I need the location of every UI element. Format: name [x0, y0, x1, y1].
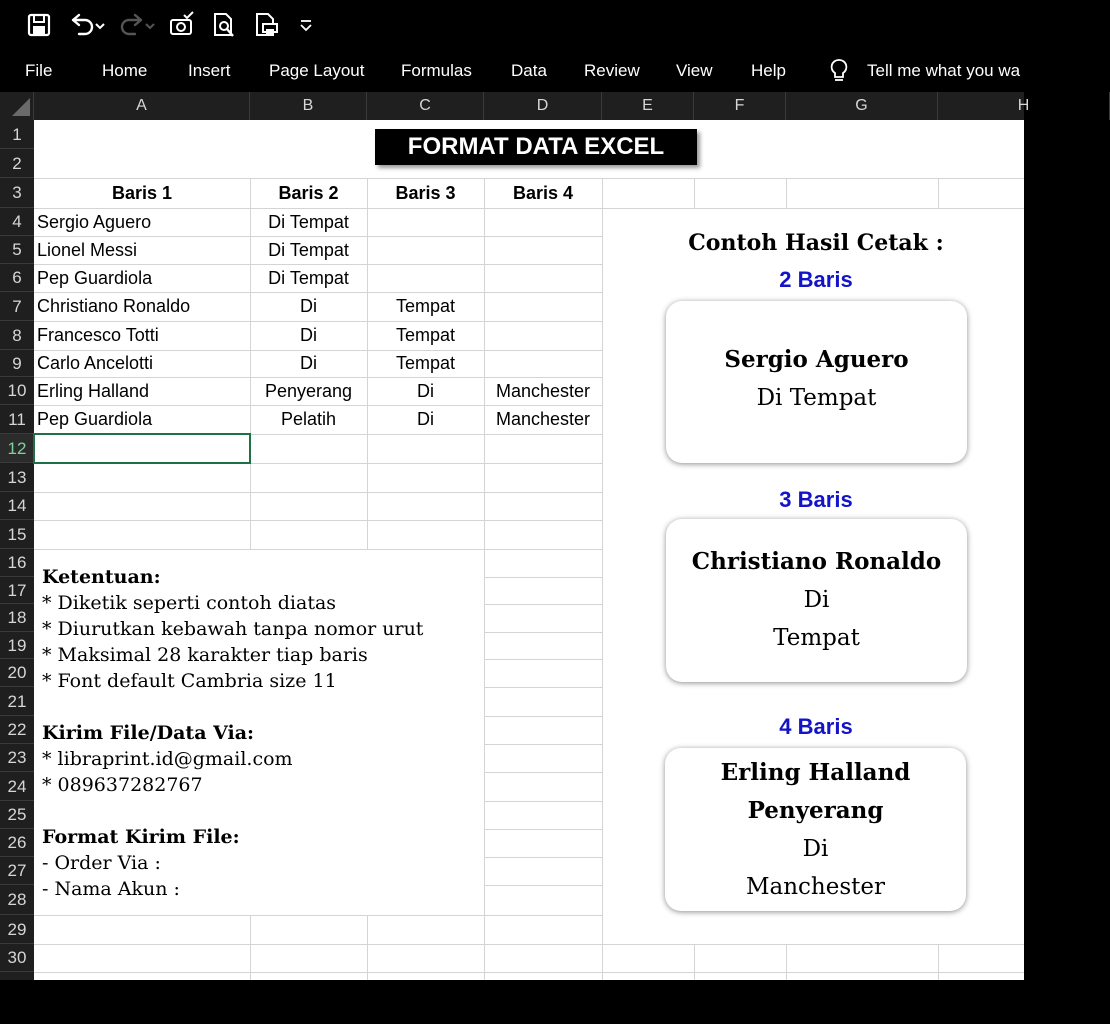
row-header-24[interactable]: 24	[0, 772, 34, 801]
row-header-18[interactable]: 18	[0, 604, 34, 632]
sample-label-2-baris: 2 Baris	[779, 267, 853, 292]
column-header-c[interactable]: C	[367, 92, 484, 120]
column-headers	[0, 92, 1030, 120]
table-cell[interactable]: Pep Guardiola	[37, 409, 153, 429]
row-header-17[interactable]: 17	[0, 577, 34, 604]
table-cell[interactable]	[367, 236, 484, 264]
row-header-8[interactable]: 8	[0, 321, 34, 350]
redo-icon[interactable]	[116, 8, 158, 42]
kirim-phone: * 089637282767	[42, 774, 203, 796]
column-header-a[interactable]: A	[34, 92, 250, 120]
row-header-9[interactable]: 9	[0, 350, 34, 377]
column-header-d[interactable]: D	[484, 92, 602, 120]
quick-access-toolbar	[0, 0, 1024, 50]
kirim-email: * libraprint.id@gmail.com	[42, 748, 293, 770]
table-cell[interactable]: Francesco Totti	[37, 325, 159, 345]
row-header-2[interactable]: 2	[0, 149, 34, 178]
row-header-22[interactable]: 22	[0, 716, 34, 744]
undo-icon[interactable]	[66, 8, 108, 42]
camera-icon[interactable]	[166, 8, 198, 42]
table-cell[interactable]	[484, 208, 602, 236]
format-order-via: - Order Via :	[42, 852, 161, 874]
tab-help[interactable]: Help	[751, 61, 786, 80]
column-header-g[interactable]: G	[786, 92, 938, 120]
table-cell[interactable]: Tempat	[395, 296, 456, 316]
table-cell[interactable]: Manchester	[495, 381, 591, 401]
row-header-21[interactable]: 21	[0, 687, 34, 716]
lightbulb-icon[interactable]	[828, 50, 854, 92]
row-header-7[interactable]: 7	[0, 292, 34, 321]
row-header-27[interactable]: 27	[0, 857, 34, 885]
table-cell[interactable]: Carlo Ancelotti	[37, 353, 154, 373]
card-line: Christiano Ronaldo	[691, 548, 942, 575]
row-header-28[interactable]: 28	[0, 885, 34, 915]
spreadsheet	[0, 92, 1030, 980]
header-baris-4[interactable]: Baris 4	[512, 183, 574, 203]
tab-data[interactable]: Data	[511, 61, 547, 80]
header-baris-2[interactable]: Baris 2	[278, 183, 339, 203]
ketentuan-line: * Diurutkan kebawah tanpa nomor urut	[42, 618, 424, 640]
select-all-corner[interactable]	[0, 92, 34, 120]
table-cell[interactable]: Di	[417, 381, 434, 401]
card-line: Tempat	[773, 625, 860, 651]
row-header-5[interactable]: 5	[0, 236, 34, 264]
table-cell[interactable]	[484, 350, 602, 377]
row-headers	[0, 120, 34, 980]
card-line: Penyerang	[747, 797, 884, 824]
save-icon[interactable]	[22, 8, 56, 42]
sample-card-4-baris	[665, 748, 966, 911]
ketentuan-line: * Font default Cambria size 11	[42, 670, 337, 692]
tab-page-layout[interactable]: Page Layout	[269, 61, 365, 80]
table-cell[interactable]: Erling Halland	[37, 381, 150, 401]
table-cell[interactable]: Pep Guardiola	[37, 268, 153, 288]
table-cell[interactable]: Di Tempat	[268, 240, 349, 260]
sample-label-3-baris: 3 Baris	[779, 487, 853, 512]
active-cell-border	[34, 434, 250, 463]
ribbon-tabs	[0, 50, 1024, 92]
sample-card-2-baris	[666, 301, 967, 463]
table-cell[interactable]: Di Tempat	[268, 212, 349, 232]
table-cell[interactable]: Manchester	[495, 409, 591, 429]
ketentuan-title: Ketentuan:	[42, 566, 161, 588]
sheet-title: FORMAT DATA EXCEL	[375, 129, 697, 165]
sample-label-4-baris: 4 Baris	[779, 714, 853, 739]
table-cell[interactable]: Di	[300, 296, 317, 316]
row-header-12[interactable]: 12	[0, 434, 34, 463]
row-header-1[interactable]: 1	[0, 120, 34, 149]
card-line: Erling Halland	[720, 759, 911, 786]
table-cell[interactable]	[484, 264, 602, 292]
tab-file[interactable]: File	[25, 61, 53, 80]
row-header-13[interactable]: 13	[0, 463, 34, 492]
status-bar	[0, 980, 1024, 1024]
table-cell[interactable]: Penyerang	[264, 381, 353, 401]
row-header-30[interactable]: 30	[0, 944, 34, 972]
row-header-29[interactable]: 29	[0, 915, 34, 944]
row-header-16[interactable]: 16	[0, 549, 34, 577]
header-baris-1[interactable]: Baris 1	[111, 183, 173, 203]
row-header-26[interactable]: 26	[0, 829, 34, 857]
tell-me-search[interactable]: Tell me what you wa	[867, 61, 1021, 80]
print-preview-icon[interactable]	[208, 8, 240, 42]
table-cell[interactable]: Pelatih	[280, 409, 337, 429]
card-line: Di	[802, 836, 829, 862]
table-cell[interactable]: Tempat	[395, 325, 456, 345]
tab-home[interactable]: Home	[102, 61, 148, 80]
column-header-h[interactable]: H	[938, 92, 1110, 120]
row-header-19[interactable]: 19	[0, 632, 34, 659]
customize-toolbar-icon[interactable]	[294, 8, 318, 42]
card-line: Di Tempat	[756, 385, 877, 411]
row-header-11[interactable]: 11	[0, 405, 34, 434]
table-cell[interactable]: Di Tempat	[268, 268, 349, 288]
column-header-f[interactable]: F	[694, 92, 786, 120]
table-cell[interactable]: Di	[300, 353, 317, 373]
row-header-20[interactable]: 20	[0, 659, 34, 687]
tab-review[interactable]: Review	[584, 61, 640, 80]
card-line: Di	[803, 587, 830, 613]
row-header-4[interactable]: 4	[0, 208, 34, 236]
ketentuan-line: * Diketik seperti contoh diatas	[42, 592, 337, 614]
table-cell[interactable]: Lionel Messi	[37, 240, 138, 260]
format-nama-akun: - Nama Akun :	[42, 878, 180, 900]
card-line: Manchester	[745, 874, 886, 900]
table-cell[interactable]: Di	[417, 409, 434, 429]
sample-card-3-baris	[666, 519, 967, 682]
card-line: Sergio Aguero	[724, 346, 909, 373]
row-header-25[interactable]: 25	[0, 801, 34, 829]
format-title: Format Kirim File:	[42, 826, 240, 848]
row-header-14[interactable]: 14	[0, 492, 34, 520]
tab-view[interactable]: View	[676, 61, 713, 80]
table-cell[interactable]	[367, 208, 484, 236]
print-icon[interactable]	[250, 8, 282, 42]
table-cell[interactable]	[484, 236, 602, 264]
row-header-6[interactable]: 6	[0, 264, 34, 292]
header-baris-3[interactable]: Baris 3	[395, 183, 456, 203]
tab-insert[interactable]: Insert	[188, 61, 231, 80]
table-cell[interactable]: Sergio Aguero	[37, 212, 152, 232]
row-header-3[interactable]: 3	[0, 178, 34, 208]
row-header-23[interactable]: 23	[0, 744, 34, 772]
ketentuan-line: * Maksimal 28 karakter tiap baris	[42, 644, 368, 666]
table-cell[interactable]	[484, 292, 602, 321]
row-header-15[interactable]: 15	[0, 520, 34, 549]
row-header-10[interactable]: 10	[0, 377, 34, 405]
table-cell[interactable]: Christiano Ronaldo	[37, 296, 191, 316]
kirim-title: Kirim File/Data Via:	[42, 722, 255, 744]
column-header-e[interactable]: E	[602, 92, 694, 120]
sample-heading: Contoh Hasil Cetak :	[688, 230, 944, 256]
table-cell[interactable]	[367, 264, 484, 292]
table-cell[interactable]	[484, 321, 602, 350]
table-cell[interactable]: Di	[300, 325, 317, 345]
tab-formulas[interactable]: Formulas	[401, 61, 472, 80]
table-cell[interactable]: Tempat	[395, 353, 456, 373]
column-header-b[interactable]: B	[250, 92, 367, 120]
